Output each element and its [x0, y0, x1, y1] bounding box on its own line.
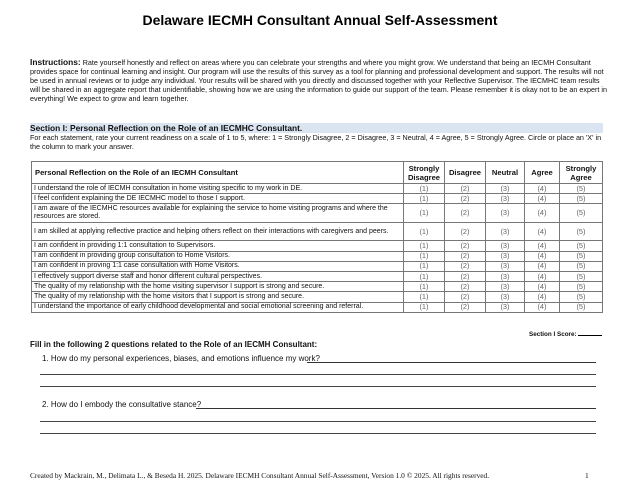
rating-option-2[interactable]: (2) — [445, 241, 486, 251]
rating-option-2[interactable]: (2) — [445, 282, 486, 292]
answer-2-line[interactable] — [40, 421, 596, 422]
table-header-row — [32, 162, 603, 184]
question-2-label: 2. How do I embody the consultative stance? — [42, 400, 202, 409]
column-header-strongly-disagree: Strongly Disagree — [404, 162, 445, 184]
table-row — [32, 194, 603, 204]
table-row — [32, 271, 603, 281]
rating-option-2[interactable]: (2) — [445, 302, 486, 312]
rating-option-1[interactable]: (1) — [404, 222, 445, 241]
answer-1-line-first[interactable] — [307, 362, 596, 363]
table-row — [32, 222, 603, 241]
rating-option-1[interactable]: (1) — [404, 194, 445, 204]
rating-option-5[interactable]: (5) — [560, 302, 603, 312]
instructions-lead: Instructions: — [30, 57, 81, 67]
statement-cell: I effectively support diverse staff and honor different cultural perspectives. — [32, 271, 404, 281]
rating-option-2[interactable]: (2) — [445, 271, 486, 281]
rating-option-2[interactable]: (2) — [445, 251, 486, 261]
rating-option-1[interactable]: (1) — [404, 282, 445, 292]
rating-option-3[interactable]: (3) — [486, 282, 525, 292]
rating-option-1[interactable]: (1) — [404, 251, 445, 261]
rating-option-4[interactable]: (4) — [525, 194, 560, 204]
rating-option-4[interactable]: (4) — [525, 282, 560, 292]
rating-option-2[interactable]: (2) — [445, 261, 486, 271]
rating-option-2[interactable]: (2) — [445, 292, 486, 302]
table-row — [32, 282, 603, 292]
section-score-label: Section I Score: — [529, 331, 577, 338]
column-header-statement: Personal Reflection on the Role of an IECMH Consultant — [32, 162, 404, 184]
statement-cell: I am confident in providing group consultation to Home Visitors. — [32, 251, 404, 261]
rating-option-4[interactable]: (4) — [525, 261, 560, 271]
section-1-heading: Section I: Personal Reflection on the Role of an IECMHC Consultant. — [30, 123, 603, 133]
rating-option-3[interactable]: (3) — [486, 261, 525, 271]
rating-option-3[interactable]: (3) — [486, 222, 525, 241]
statement-cell: I am skilled at applying reflective practice and helping others reflect on their interactions with caregivers and peers. — [32, 222, 404, 241]
rating-option-1[interactable]: (1) — [404, 302, 445, 312]
rating-option-5[interactable]: (5) — [560, 261, 603, 271]
rating-option-2[interactable]: (2) — [445, 204, 486, 223]
rating-option-5[interactable]: (5) — [560, 282, 603, 292]
table-row — [32, 292, 603, 302]
section-score-field[interactable] — [578, 330, 602, 336]
rating-option-3[interactable]: (3) — [486, 271, 525, 281]
question-2 — [42, 400, 203, 409]
instructions-paragraph — [30, 58, 610, 103]
footer-citation: Created by Mackrain, M., Delimata L., & Beseda H. 2025. Delaware IECMH Consultant Annual Self-Assessment, Version 1.0 © 2025. All rights reserved. — [30, 471, 490, 480]
table-row — [32, 184, 603, 194]
rating-option-1[interactable]: (1) — [404, 271, 445, 281]
answer-1-line[interactable] — [40, 386, 596, 387]
rating-option-3[interactable]: (3) — [486, 204, 525, 223]
open-questions-heading: Fill in the following 2 questions related to the Role of an IECMH Consultant: — [30, 340, 318, 349]
statement-cell: I am confident in proving 1:1 case consultation with Home Visitors. — [32, 261, 404, 271]
rating-option-4[interactable]: (4) — [525, 204, 560, 223]
rating-option-3[interactable]: (3) — [486, 241, 525, 251]
rating-option-2[interactable]: (2) — [445, 184, 486, 194]
answer-2-line[interactable] — [40, 433, 596, 434]
statement-cell: I understand the role of IECMH consultation in home visiting specific to my work in DE. — [32, 184, 404, 194]
rating-option-3[interactable]: (3) — [486, 251, 525, 261]
rating-option-3[interactable]: (3) — [486, 292, 525, 302]
rating-option-5[interactable]: (5) — [560, 204, 603, 223]
rating-option-5[interactable]: (5) — [560, 271, 603, 281]
question-1 — [42, 354, 322, 363]
page-title: Delaware IECMH Consultant Annual Self-Assessment — [142, 12, 498, 28]
column-header-neutral: Neutral — [486, 162, 525, 184]
statement-cell: I understand the importance of early childhood developmental and social emotional screening and referral. — [32, 302, 404, 312]
rating-option-4[interactable]: (4) — [525, 302, 560, 312]
section-1-description: For each statement, rate your current readiness on a scale of 1 to 5, where: 1 = Strongly Disagree, 2 = Disagree, 3 = Neutral, 4 = Agree, 5 = Strongly Agree. Circle or place an 'X' in the column to mark your answer. — [30, 133, 602, 151]
table-row — [32, 251, 603, 261]
rating-option-5[interactable]: (5) — [560, 292, 603, 302]
rating-option-5[interactable]: (5) — [560, 222, 603, 241]
rating-option-1[interactable]: (1) — [404, 292, 445, 302]
rating-option-1[interactable]: (1) — [404, 184, 445, 194]
rating-option-2[interactable]: (2) — [445, 222, 486, 241]
rating-option-2[interactable]: (2) — [445, 194, 486, 204]
statement-cell: I feel confident explaining the DE IECMHC model to those I support. — [32, 194, 404, 204]
statement-cell: I am aware of the IECMHC resources available for explaining the service to home visiting programs and where the resources are stored. — [32, 204, 404, 223]
answer-1-line[interactable] — [40, 374, 596, 375]
statement-cell: I am confident in providing 1:1 consultation to Supervisors. — [32, 241, 404, 251]
rating-option-3[interactable]: (3) — [486, 184, 525, 194]
rating-option-5[interactable]: (5) — [560, 241, 603, 251]
answer-2-line-first[interactable] — [196, 408, 596, 409]
rating-option-5[interactable]: (5) — [560, 251, 603, 261]
statement-cell: The quality of my relationship with the home visitors that I support is strong and secure. — [32, 292, 404, 302]
rating-option-5[interactable]: (5) — [560, 194, 603, 204]
rating-option-4[interactable]: (4) — [525, 292, 560, 302]
column-header-agree: Agree — [525, 162, 560, 184]
question-1-label: 1. How do my personal experiences, biases, and emotions influence my work? — [42, 354, 320, 363]
rating-option-4[interactable]: (4) — [525, 241, 560, 251]
page-number: 1 — [585, 471, 589, 480]
rating-option-4[interactable]: (4) — [525, 184, 560, 194]
table-row — [32, 261, 603, 271]
table-row — [32, 204, 603, 223]
rating-option-5[interactable]: (5) — [560, 184, 603, 194]
rating-option-4[interactable]: (4) — [525, 222, 560, 241]
instructions-body: Rate yourself honestly and reflect on areas where you can celebrate your strengths and where you might grow. We understand that being an IECMH Consultant provides space for continual learning and insight. Our program will use the results of this survey as a tool for planning and professional development and support. The results will not be used in annual reviews or to judge any individual. Your results will be shared with you directly and discussed together with your Reflective Supervisor. The IECMHC team results will be shared in an aggregate report that unidentifiable, showing how we are using the information to guide our support of the team. Please remember it is okay not to be an expert in everything! We expect to grow and learn together. — [30, 58, 607, 103]
rating-option-4[interactable]: (4) — [525, 251, 560, 261]
rating-option-3[interactable]: (3) — [486, 302, 525, 312]
rating-option-1[interactable]: (1) — [404, 261, 445, 271]
rating-option-1[interactable]: (1) — [404, 204, 445, 223]
column-header-strongly-agree: Strongly Agree — [560, 162, 603, 184]
rating-table — [31, 161, 603, 313]
rating-option-1[interactable]: (1) — [404, 241, 445, 251]
table-row — [32, 241, 603, 251]
column-header-disagree: Disagree — [445, 162, 486, 184]
statement-cell: The quality of my relationship with the home visiting supervisor I support is strong and secure. — [32, 282, 404, 292]
rating-option-3[interactable]: (3) — [486, 194, 525, 204]
table-row — [32, 302, 603, 312]
section-score — [529, 330, 602, 338]
rating-option-4[interactable]: (4) — [525, 271, 560, 281]
